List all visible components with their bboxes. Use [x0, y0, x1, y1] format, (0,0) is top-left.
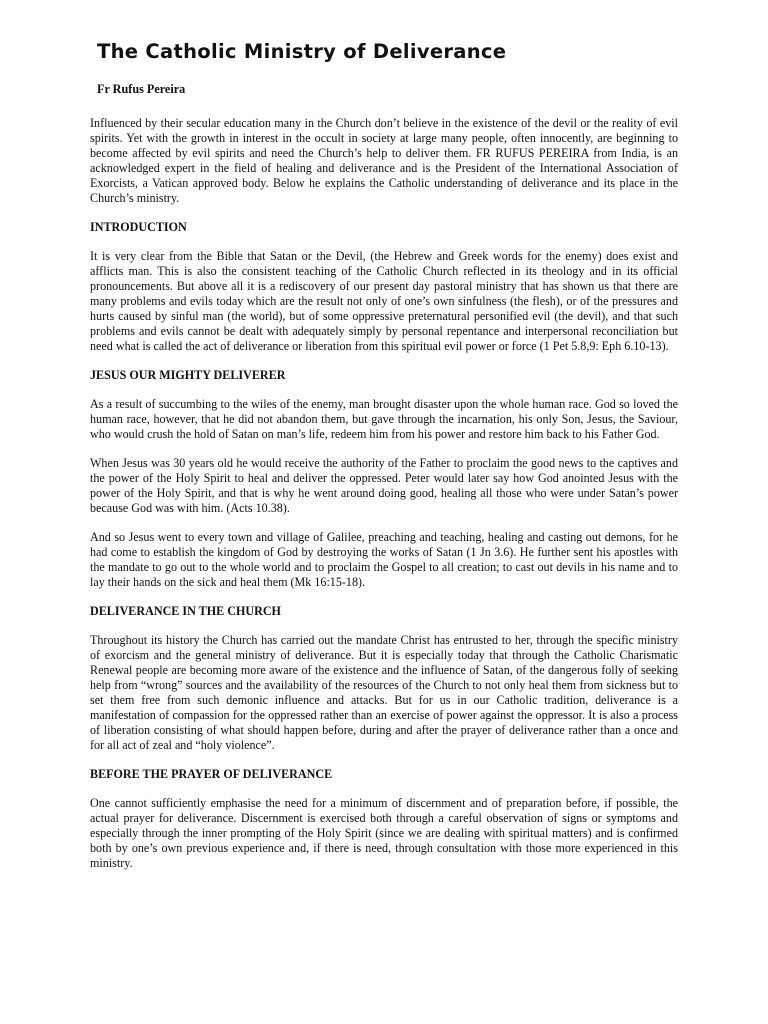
paragraph: As a result of succumbing to the wiles of the enemy, man brought disaster upon the whole human race. God so loved the human race, however, that he did not abandon them, but gave through the incarnation, his only Son, Jesus, the Saviour, who would crush the hold of Satan on man’s life, redeem him from his power and restore him back to his Father God. — [90, 397, 678, 441]
section-heading-before-prayer: BEFORE THE PRAYER OF DELIVERANCE — [90, 767, 333, 781]
section-heading-introduction: INTRODUCTION — [90, 220, 187, 234]
paragraph: It is very clear from the Bible that Satan or the Devil, (the Hebrew and Greek words for the enemy) does exist and afflicts man. This is also the consistent teaching of the Catholic Church reflected in its theology and in its official pronouncements. But above all it is a rediscovery of our present day pastoral ministry that has shown us that there are many problems and evils today which are the result not only of one’s own sinfulness (the flesh), or of the pressures and hurts caused by sinful man (the world), but of some oppressive preternatural personified evil (the devil), and that such problems and evils cannot be dealt with adequately simply by personal repentance and interpersonal reconciliation but need what is called the act of deliverance or liberation from this spiritual evil power or force (1 Pet 5.8,9: Eph 6.10-13). — [90, 249, 678, 353]
section-heading-jesus-deliverer: JESUS OUR MIGHTY DELIVERER — [90, 368, 286, 382]
paragraph: When Jesus was 30 years old he would receive the authority of the Father to proclaim the good news to the captives and the power of the Holy Spirit to heal and deliver the oppressed. Peter would later say how God anointed Jesus with the power of the Holy Spirit, and that is why he went around doing good, healing all those who were under Satan’s power because God was with him. (Acts 10.38). — [90, 456, 678, 515]
intro-paragraph: Influenced by their secular education many in the Church don’t believe in the existence of the devil or the reality of evil spirits. Yet with the growth in interest in the occult in society at large many people, often innocently, are beginning to become affected by evil spirits and need the Church’s help to deliver them. FR RUFUS PEREIRA from India, is an acknowledged expert in the field of healing and deliverance and is the President of the International Association of Exorcists, a Vatican approved body. Below he explains the Catholic understanding of deliverance and its place in the Church’s ministry. — [90, 116, 678, 205]
author-byline: Fr Rufus Pereira — [97, 82, 186, 96]
document-title: The Catholic Ministry of Deliverance — [97, 40, 507, 63]
paragraph: One cannot sufficiently emphasise the need for a minimum of discernment and of preparation before, if possible, the actual prayer for deliverance. Discernment is exercised both through a careful observation of signs or symptoms and especially through the inner prompting of the Holy Spirit (since we are dealing with spiritual matters) and is confirmed both by one’s own previous experience and, if there is need, through consultation with those more experienced in this ministry. — [90, 796, 678, 870]
paragraph: And so Jesus went to every town and village of Galilee, preaching and teaching, healing and casting out demons, for he had come to establish the kingdom of God by destroying the works of Satan (1 Jn 3.6). He further sent his apostles with the mandate to go out to the whole world and to proclaim the Gospel to all creation; to cast out devils in his name and to lay their hands on the sick and heal them (Mk 16:15-18). — [90, 530, 678, 589]
paragraph: Throughout its history the Church has carried out the mandate Christ has entrusted to her, through the specific ministry of exorcism and the general ministry of deliverance. But it is especially today that through the Catholic Charismatic Renewal people are becoming more aware of the existence and the influence of Satan, of the dangerous folly of seeking help from “wrong” sources and the availability of the resources of the Church to not only heal them from sickness but to set them free from such demonic influence and attacks. But for us in our Catholic tradition, deliverance is a manifestation of compassion for the oppressed rather than an exercise of power against the oppressor. It is also a process of liberation consisting of what should happen before, during and after the prayer of deliverance rather than a once and for all act of zeal and “holy violence”. — [90, 633, 678, 752]
article-body — [90, 116, 678, 885]
section-heading-deliverance-church: DELIVERANCE IN THE CHURCH — [90, 604, 281, 618]
